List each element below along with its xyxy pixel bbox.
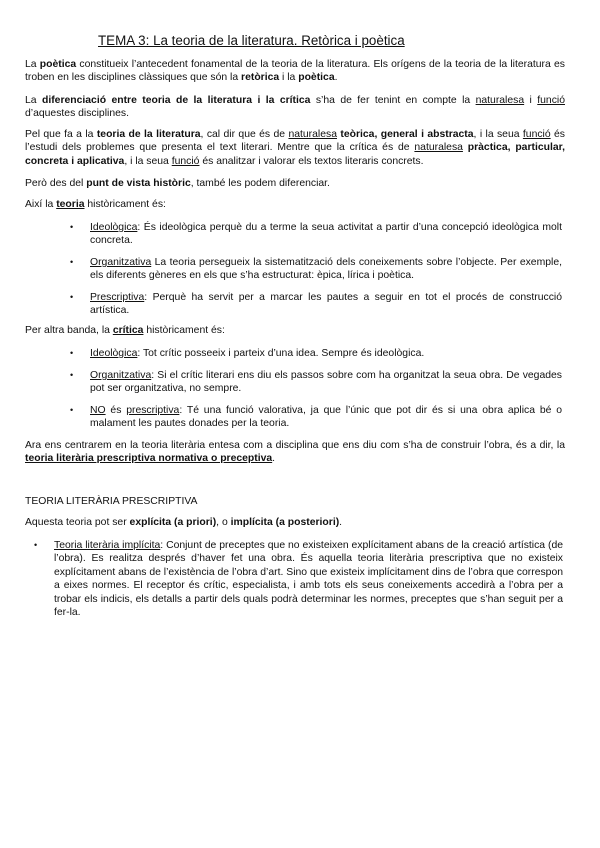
text-run: .	[339, 517, 343, 528]
bullet-icon: •	[34, 540, 38, 550]
list-item-label: Organitzativa	[90, 370, 152, 381]
list-item	[36, 539, 563, 619]
list-item-body: : Tot crític posseeix i parteix d’una idea. Sempre és ideològica.	[137, 348, 425, 359]
bold-term: explícita (a priori)	[129, 517, 217, 528]
text-run: La	[25, 95, 42, 106]
list-item-label: Teoria literària implícita	[54, 540, 161, 551]
page-title: TEMA 3: La teoria de la literatura. Retòrica i poètica	[98, 33, 405, 48]
list-item-text	[54, 539, 563, 619]
bold-term: poètica	[39, 59, 77, 70]
list-item-body: La teoria persegueix la sistematització dels coneixements sobre l’objecte. Per exemple, els diferents gèneres en els que s’ha estructurat: èpica, lírica i poètica.	[90, 257, 562, 282]
bold-term: diferenciació entre teoria de la literatura i la crítica	[41, 95, 311, 106]
text-run: , i la seua	[473, 129, 523, 140]
list-item-body: : Si el crític literari ens diu els passos sobre com ha organitzat la seua obra. De vegades pot ser organitzativa, no sempre.	[90, 370, 562, 395]
paragraph-teoria-critica	[25, 128, 565, 168]
bold-underlined-term: teoria	[56, 199, 85, 210]
list-item-body: : Perquè ha servit per a marcar les pautes a seguir en tot el procés de construcció artística.	[90, 292, 562, 317]
text-run: Però des del	[25, 178, 87, 189]
text-run: s’ha de fer tenint en compte la	[310, 95, 476, 106]
bullet-icon: •	[70, 292, 74, 302]
list-item-body: : És ideològica perquè du a terme la seua activitat a partir d’una concepció ideològica molt concreta.	[90, 222, 562, 247]
list-item-pre: és	[105, 405, 127, 416]
list-item	[72, 404, 562, 431]
paragraph-explicita-implicita	[25, 516, 565, 529]
text-run: .	[334, 72, 338, 84]
paragraph-teoria-intro	[25, 198, 565, 211]
bullet-icon: •	[70, 257, 74, 267]
list-item-text	[90, 347, 562, 360]
bullet-icon: •	[70, 370, 74, 380]
text-run: constitueix l’antecedent fonamental de la teoria de la literatura. Els orígens de la teoria de la literatura es troben en les disciplines clàssiques que són la	[25, 59, 565, 84]
text-run: Ara ens centrarem en la teoria literària entesa com a disciplina que ens diu com s’ha de construir l’obra, és a dir, la	[25, 440, 565, 451]
list-item	[72, 347, 562, 360]
paragraph-historic	[25, 177, 565, 190]
text-run: , cal dir que és de	[200, 129, 289, 140]
text-run: Aquesta teoria pot ser	[25, 517, 130, 528]
text-run: Per altra banda, la	[25, 325, 113, 336]
section-heading: TEORIA LITERÀRIA PRESCRIPTIVA	[25, 496, 198, 507]
text-run: d’aquestes disciplines.	[25, 108, 129, 120]
text-run: Pel que fa a la	[25, 129, 97, 140]
teoria-list	[72, 221, 562, 321]
list-item-text	[90, 291, 562, 318]
bold-term: teoria de la literatura	[96, 129, 201, 140]
text-run: , o	[216, 517, 231, 528]
list-item-label: Prescriptiva	[90, 292, 145, 303]
underlined-term: naturalesa	[475, 95, 525, 106]
list-item-label2: prescriptiva	[126, 405, 180, 416]
implicita-list	[36, 539, 563, 624]
list-item	[72, 291, 562, 318]
bold-term: pràctica, particular, concreta i aplicativa	[25, 142, 565, 167]
underlined-term: funció	[171, 155, 200, 167]
text-run: Així la	[25, 199, 57, 210]
bullet-icon: •	[70, 405, 74, 415]
bullet-icon: •	[70, 222, 74, 232]
underlined-term: funció	[537, 95, 565, 106]
text-run: La	[25, 59, 40, 70]
text-run: és l’estudi dels problemes que presenta el text literari. Mentre que la crítica és de	[25, 129, 566, 154]
list-item-text	[90, 221, 562, 248]
underlined-term: naturalesa	[288, 129, 337, 140]
list-item-label: Organitzativa	[90, 257, 152, 268]
list-item-label: Ideològica	[90, 348, 138, 359]
text-run: .	[272, 453, 276, 465]
bold-underlined-term: teoria literària prescriptiva normativa o preceptiva	[25, 453, 273, 465]
paragraph-centrarem	[25, 439, 565, 466]
text-run: i la	[279, 72, 299, 84]
list-item-text	[90, 404, 562, 431]
list-item	[72, 221, 562, 248]
text-run: històricament és:	[143, 325, 225, 336]
underlined-term: funció	[522, 129, 551, 140]
bullet-icon: •	[70, 348, 74, 358]
text-run: i	[524, 95, 538, 106]
bold-term: implícita (a posteriori)	[230, 517, 340, 528]
bold-term: poètica	[298, 72, 335, 84]
list-item-label: NO	[90, 405, 106, 416]
bold-underlined-term: crítica	[112, 325, 144, 336]
text-run: , també les podem diferenciar.	[190, 178, 330, 189]
list-item	[72, 256, 562, 283]
paragraph-diferenciacio	[25, 94, 565, 121]
text-run: històricament és:	[84, 199, 166, 210]
list-item-body: : Conjunt de preceptes que no existeixen explícitament abans de la creació artística (de l’obra). Es realitza després d’haver fet una obra. És aquella teoria literària prescriptiva que no existeix explícitament abans de l’existència de l’obra d’art. Sino que existeix implícitament dins de l’obra que correspon a eixes normes. El receptor és crític, especialista, i amb tots els seus coneixements accedirà a l’obra per a trobar els indicis, els detalls a partir dels quals podrà determinar les normes, preceptes que s’han seguit per a fer-la.	[54, 540, 563, 619]
list-item-body: : Té una funció valorativa, ja que l’únic que pot dir és si una obra aplica bé o malament les pautes donades per la teoria.	[90, 405, 562, 430]
list-item-text	[90, 369, 562, 396]
paragraph-critica-intro	[25, 324, 565, 337]
underlined-term: naturalesa	[414, 142, 463, 154]
critica-list	[72, 347, 562, 432]
text-run: és analitzar i valorar els textos literaris concrets.	[199, 155, 424, 167]
bold-term: punt de vista històric	[86, 178, 191, 189]
paragraph-poetica	[25, 58, 565, 85]
bold-term: retòrica	[241, 72, 280, 84]
list-item	[72, 369, 562, 396]
list-item-text	[90, 256, 562, 283]
text-run: , i la seua	[124, 155, 172, 167]
list-item-label: Ideològica	[90, 222, 138, 233]
bold-term: teòrica, general i abstracta	[336, 129, 474, 140]
